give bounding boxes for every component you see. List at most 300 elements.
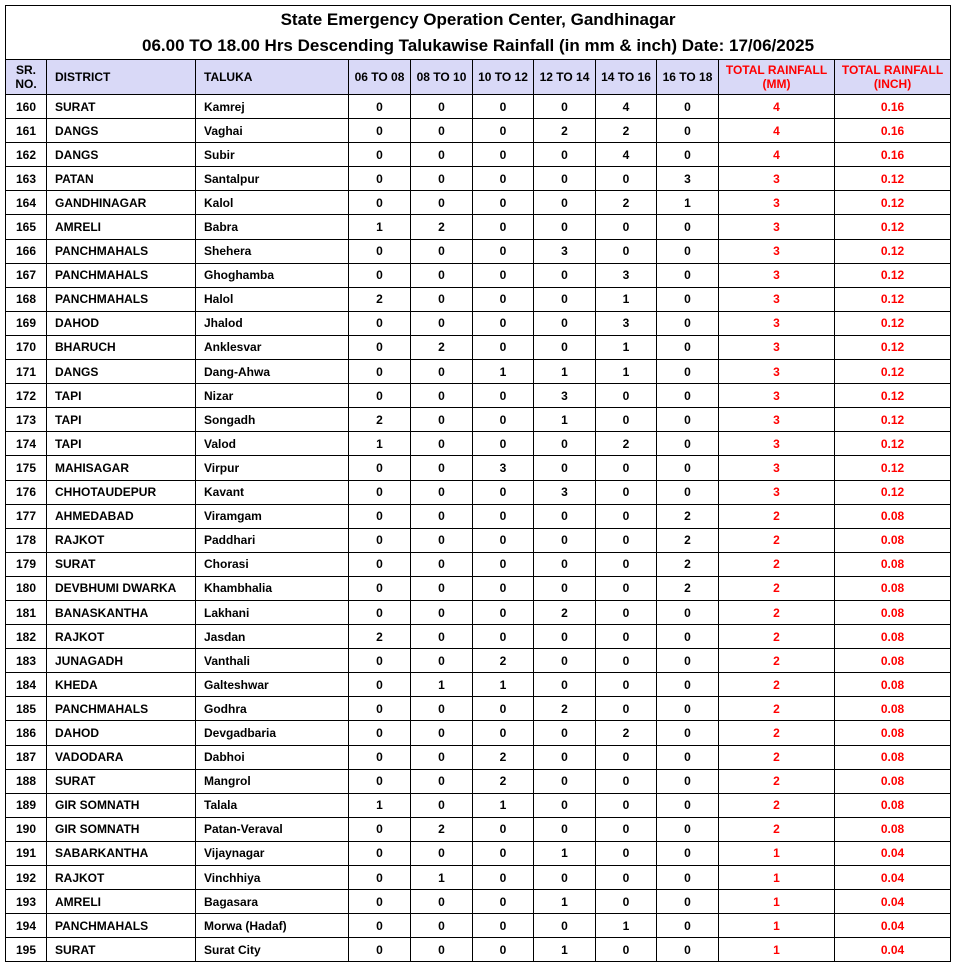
header-slot-16-18: 16 TO 18 xyxy=(657,60,719,95)
cell-total-mm: 3 xyxy=(719,239,835,263)
cell-slot-14-16: 0 xyxy=(596,938,657,962)
cell-district: DAHOD xyxy=(47,721,196,745)
cell-slot-14-16: 0 xyxy=(596,456,657,480)
cell-sr-no: 182 xyxy=(6,625,47,649)
cell-slot-16-18: 0 xyxy=(657,287,719,311)
cell-slot-14-16: 0 xyxy=(596,866,657,890)
cell-sr-no: 187 xyxy=(6,745,47,769)
cell-taluka: Valod xyxy=(196,432,349,456)
cell-district: BANASKANTHA xyxy=(47,600,196,624)
cell-slot-12-14: 0 xyxy=(534,432,596,456)
cell-slot-12-14: 0 xyxy=(534,769,596,793)
table-row xyxy=(6,335,951,359)
cell-slot-16-18: 0 xyxy=(657,95,719,119)
table-row xyxy=(6,697,951,721)
cell-district: PANCHMAHALS xyxy=(47,914,196,938)
cell-total-mm: 4 xyxy=(719,143,835,167)
cell-slot-10-12: 0 xyxy=(473,384,534,408)
cell-slot-08-10: 0 xyxy=(411,890,473,914)
cell-slot-06-08: 0 xyxy=(349,745,411,769)
cell-slot-08-10: 0 xyxy=(411,167,473,191)
cell-taluka: Lakhani xyxy=(196,600,349,624)
cell-slot-10-12: 0 xyxy=(473,239,534,263)
table-row xyxy=(6,745,951,769)
cell-slot-06-08: 0 xyxy=(349,866,411,890)
cell-sr-no: 179 xyxy=(6,552,47,576)
cell-slot-12-14: 0 xyxy=(534,263,596,287)
cell-total-inch: 0.12 xyxy=(835,311,951,335)
cell-slot-06-08: 0 xyxy=(349,360,411,384)
table-row xyxy=(6,456,951,480)
table-row xyxy=(6,504,951,528)
cell-slot-16-18: 0 xyxy=(657,143,719,167)
cell-total-mm: 2 xyxy=(719,697,835,721)
subtitle-row xyxy=(6,33,951,60)
cell-slot-06-08: 0 xyxy=(349,456,411,480)
cell-slot-16-18: 0 xyxy=(657,673,719,697)
cell-total-inch: 0.12 xyxy=(835,215,951,239)
cell-slot-14-16: 0 xyxy=(596,480,657,504)
cell-total-mm: 3 xyxy=(719,287,835,311)
cell-total-mm: 3 xyxy=(719,432,835,456)
cell-slot-16-18: 0 xyxy=(657,239,719,263)
cell-slot-10-12: 1 xyxy=(473,793,534,817)
cell-slot-10-12: 0 xyxy=(473,504,534,528)
cell-slot-08-10: 0 xyxy=(411,625,473,649)
cell-slot-12-14: 1 xyxy=(534,938,596,962)
cell-slot-10-12: 0 xyxy=(473,263,534,287)
cell-total-mm: 1 xyxy=(719,866,835,890)
table-row xyxy=(6,528,951,552)
table-row xyxy=(6,576,951,600)
table-row xyxy=(6,938,951,962)
cell-sr-no: 166 xyxy=(6,239,47,263)
cell-slot-16-18: 0 xyxy=(657,480,719,504)
table-row xyxy=(6,239,951,263)
cell-slot-06-08: 0 xyxy=(349,119,411,143)
cell-district: SURAT xyxy=(47,95,196,119)
cell-district: JUNAGADH xyxy=(47,649,196,673)
cell-sr-no: 175 xyxy=(6,456,47,480)
cell-slot-06-08: 0 xyxy=(349,311,411,335)
cell-slot-16-18: 2 xyxy=(657,576,719,600)
cell-sr-no: 184 xyxy=(6,673,47,697)
cell-slot-16-18: 0 xyxy=(657,721,719,745)
cell-slot-12-14: 0 xyxy=(534,576,596,600)
cell-total-inch: 0.16 xyxy=(835,143,951,167)
cell-slot-16-18: 0 xyxy=(657,215,719,239)
cell-slot-08-10: 0 xyxy=(411,745,473,769)
cell-slot-14-16: 0 xyxy=(596,841,657,865)
cell-sr-no: 167 xyxy=(6,263,47,287)
cell-total-mm: 2 xyxy=(719,769,835,793)
cell-total-mm: 3 xyxy=(719,456,835,480)
cell-district: GIR SOMNATH xyxy=(47,793,196,817)
cell-total-inch: 0.12 xyxy=(835,384,951,408)
table-row xyxy=(6,119,951,143)
cell-total-mm: 1 xyxy=(719,890,835,914)
cell-slot-12-14: 0 xyxy=(534,95,596,119)
cell-sr-no: 164 xyxy=(6,191,47,215)
cell-district: SURAT xyxy=(47,552,196,576)
cell-taluka: Nizar xyxy=(196,384,349,408)
cell-total-inch: 0.08 xyxy=(835,576,951,600)
cell-slot-06-08: 0 xyxy=(349,914,411,938)
cell-slot-08-10: 0 xyxy=(411,938,473,962)
table-row xyxy=(6,360,951,384)
cell-slot-16-18: 0 xyxy=(657,456,719,480)
cell-slot-16-18: 0 xyxy=(657,938,719,962)
cell-slot-14-16: 4 xyxy=(596,143,657,167)
cell-total-mm: 2 xyxy=(719,552,835,576)
cell-slot-14-16: 0 xyxy=(596,239,657,263)
cell-sr-no: 183 xyxy=(6,649,47,673)
report-title: State Emergency Operation Center, Gandhinagar xyxy=(6,6,951,34)
table-row xyxy=(6,432,951,456)
cell-taluka: Paddhari xyxy=(196,528,349,552)
cell-total-mm: 2 xyxy=(719,793,835,817)
cell-total-inch: 0.12 xyxy=(835,335,951,359)
header-slot-12-14: 12 TO 14 xyxy=(534,60,596,95)
cell-sr-no: 174 xyxy=(6,432,47,456)
cell-district: PANCHMAHALS xyxy=(47,239,196,263)
cell-slot-10-12: 0 xyxy=(473,480,534,504)
cell-slot-10-12: 0 xyxy=(473,841,534,865)
cell-slot-14-16: 1 xyxy=(596,335,657,359)
cell-slot-08-10: 0 xyxy=(411,914,473,938)
cell-slot-12-14: 0 xyxy=(534,311,596,335)
header-total-inch: TOTAL RAINFALL (INCH) xyxy=(835,60,951,95)
cell-slot-14-16: 0 xyxy=(596,504,657,528)
cell-taluka: Devgadbaria xyxy=(196,721,349,745)
header-slot-06-08: 06 TO 08 xyxy=(349,60,411,95)
cell-taluka: Mangrol xyxy=(196,769,349,793)
cell-taluka: Galteshwar xyxy=(196,673,349,697)
table-row xyxy=(6,600,951,624)
cell-slot-10-12: 0 xyxy=(473,914,534,938)
cell-taluka: Santalpur xyxy=(196,167,349,191)
cell-slot-10-12: 0 xyxy=(473,890,534,914)
cell-taluka: Virpur xyxy=(196,456,349,480)
cell-slot-06-08: 0 xyxy=(349,649,411,673)
cell-slot-06-08: 0 xyxy=(349,938,411,962)
cell-slot-12-14: 0 xyxy=(534,721,596,745)
cell-slot-16-18: 2 xyxy=(657,552,719,576)
cell-sr-no: 193 xyxy=(6,890,47,914)
cell-sr-no: 172 xyxy=(6,384,47,408)
cell-slot-06-08: 1 xyxy=(349,432,411,456)
cell-district: TAPI xyxy=(47,432,196,456)
cell-slot-10-12: 0 xyxy=(473,576,534,600)
cell-total-mm: 2 xyxy=(719,649,835,673)
cell-slot-08-10: 0 xyxy=(411,552,473,576)
table-row xyxy=(6,890,951,914)
header-district: DISTRICT xyxy=(47,60,196,95)
cell-slot-06-08: 0 xyxy=(349,95,411,119)
cell-taluka: Dabhoi xyxy=(196,745,349,769)
cell-district: PANCHMAHALS xyxy=(47,263,196,287)
cell-total-inch: 0.08 xyxy=(835,817,951,841)
cell-slot-06-08: 0 xyxy=(349,552,411,576)
cell-sr-no: 181 xyxy=(6,600,47,624)
header-total-mm: TOTAL RAINFALL (MM) xyxy=(719,60,835,95)
cell-slot-10-12: 0 xyxy=(473,191,534,215)
cell-slot-14-16: 0 xyxy=(596,817,657,841)
cell-slot-06-08: 0 xyxy=(349,143,411,167)
cell-slot-08-10: 0 xyxy=(411,721,473,745)
table-row xyxy=(6,552,951,576)
cell-slot-08-10: 0 xyxy=(411,287,473,311)
cell-slot-06-08: 0 xyxy=(349,191,411,215)
cell-district: DAHOD xyxy=(47,311,196,335)
cell-slot-12-14: 1 xyxy=(534,841,596,865)
cell-slot-16-18: 3 xyxy=(657,167,719,191)
cell-slot-08-10: 0 xyxy=(411,793,473,817)
cell-total-inch: 0.08 xyxy=(835,673,951,697)
cell-taluka: Songadh xyxy=(196,408,349,432)
cell-slot-12-14: 0 xyxy=(534,745,596,769)
cell-slot-08-10: 0 xyxy=(411,600,473,624)
cell-slot-16-18: 0 xyxy=(657,335,719,359)
cell-slot-08-10: 0 xyxy=(411,95,473,119)
table-row xyxy=(6,95,951,119)
title-row xyxy=(6,6,951,34)
cell-slot-10-12: 2 xyxy=(473,769,534,793)
cell-slot-10-12: 0 xyxy=(473,335,534,359)
cell-total-mm: 2 xyxy=(719,600,835,624)
table-row xyxy=(6,914,951,938)
cell-slot-14-16: 1 xyxy=(596,360,657,384)
cell-taluka: Vanthali xyxy=(196,649,349,673)
cell-slot-06-08: 0 xyxy=(349,817,411,841)
cell-total-inch: 0.04 xyxy=(835,890,951,914)
cell-slot-08-10: 0 xyxy=(411,649,473,673)
cell-taluka: Anklesvar xyxy=(196,335,349,359)
cell-district: PANCHMAHALS xyxy=(47,287,196,311)
cell-slot-10-12: 2 xyxy=(473,649,534,673)
table-row xyxy=(6,215,951,239)
cell-taluka: Chorasi xyxy=(196,552,349,576)
cell-slot-10-12: 0 xyxy=(473,311,534,335)
report-subtitle: 06.00 TO 18.00 Hrs Descending Talukawise Rainfall (in mm & inch) Date: 17/06/2025 xyxy=(6,33,951,60)
cell-sr-no: 168 xyxy=(6,287,47,311)
cell-slot-10-12: 0 xyxy=(473,600,534,624)
cell-slot-10-12: 0 xyxy=(473,167,534,191)
cell-taluka: Halol xyxy=(196,287,349,311)
cell-sr-no: 176 xyxy=(6,480,47,504)
cell-slot-10-12: 0 xyxy=(473,866,534,890)
cell-total-mm: 3 xyxy=(719,167,835,191)
cell-total-inch: 0.08 xyxy=(835,528,951,552)
cell-slot-14-16: 2 xyxy=(596,721,657,745)
cell-sr-no: 160 xyxy=(6,95,47,119)
cell-slot-12-14: 3 xyxy=(534,384,596,408)
cell-slot-10-12: 0 xyxy=(473,552,534,576)
cell-slot-08-10: 2 xyxy=(411,335,473,359)
cell-slot-06-08: 0 xyxy=(349,721,411,745)
cell-slot-16-18: 0 xyxy=(657,914,719,938)
cell-district: CHHOTAUDEPUR xyxy=(47,480,196,504)
cell-total-mm: 2 xyxy=(719,504,835,528)
table-row xyxy=(6,721,951,745)
cell-taluka: Patan-Veraval xyxy=(196,817,349,841)
cell-slot-16-18: 0 xyxy=(657,311,719,335)
cell-slot-08-10: 0 xyxy=(411,191,473,215)
cell-slot-14-16: 2 xyxy=(596,119,657,143)
cell-total-inch: 0.08 xyxy=(835,769,951,793)
cell-slot-08-10: 0 xyxy=(411,528,473,552)
cell-slot-16-18: 0 xyxy=(657,384,719,408)
cell-slot-10-12: 1 xyxy=(473,360,534,384)
cell-slot-10-12: 0 xyxy=(473,215,534,239)
cell-total-mm: 3 xyxy=(719,311,835,335)
cell-district: DEVBHUMI DWARKA xyxy=(47,576,196,600)
table-row xyxy=(6,866,951,890)
cell-slot-12-14: 1 xyxy=(534,360,596,384)
table-row xyxy=(6,384,951,408)
cell-total-inch: 0.12 xyxy=(835,432,951,456)
cell-slot-06-08: 2 xyxy=(349,287,411,311)
cell-slot-08-10: 0 xyxy=(411,384,473,408)
cell-slot-06-08: 0 xyxy=(349,167,411,191)
cell-district: RAJKOT xyxy=(47,528,196,552)
cell-slot-06-08: 0 xyxy=(349,600,411,624)
rainfall-table xyxy=(5,5,951,962)
cell-sr-no: 185 xyxy=(6,697,47,721)
cell-slot-12-14: 0 xyxy=(534,143,596,167)
cell-slot-16-18: 1 xyxy=(657,191,719,215)
cell-total-inch: 0.08 xyxy=(835,504,951,528)
cell-district: SURAT xyxy=(47,769,196,793)
cell-taluka: Khambhalia xyxy=(196,576,349,600)
cell-slot-06-08: 0 xyxy=(349,576,411,600)
cell-taluka: Jhalod xyxy=(196,311,349,335)
cell-sr-no: 162 xyxy=(6,143,47,167)
cell-district: AHMEDABAD xyxy=(47,504,196,528)
cell-sr-no: 163 xyxy=(6,167,47,191)
cell-slot-12-14: 3 xyxy=(534,480,596,504)
cell-district: SABARKANTHA xyxy=(47,841,196,865)
cell-slot-08-10: 0 xyxy=(411,697,473,721)
cell-slot-06-08: 2 xyxy=(349,408,411,432)
cell-slot-10-12: 0 xyxy=(473,408,534,432)
cell-slot-06-08: 1 xyxy=(349,793,411,817)
cell-total-mm: 2 xyxy=(719,721,835,745)
cell-slot-08-10: 0 xyxy=(411,263,473,287)
cell-district: DANGS xyxy=(47,143,196,167)
cell-taluka: Shehera xyxy=(196,239,349,263)
cell-slot-12-14: 0 xyxy=(534,287,596,311)
table-row xyxy=(6,287,951,311)
cell-slot-12-14: 0 xyxy=(534,191,596,215)
cell-total-inch: 0.04 xyxy=(835,841,951,865)
table-row xyxy=(6,817,951,841)
cell-slot-14-16: 0 xyxy=(596,215,657,239)
cell-sr-no: 190 xyxy=(6,817,47,841)
cell-sr-no: 178 xyxy=(6,528,47,552)
cell-total-inch: 0.04 xyxy=(835,914,951,938)
cell-slot-14-16: 0 xyxy=(596,167,657,191)
cell-slot-14-16: 0 xyxy=(596,384,657,408)
cell-taluka: Surat City xyxy=(196,938,349,962)
cell-slot-12-14: 0 xyxy=(534,914,596,938)
cell-total-inch: 0.08 xyxy=(835,649,951,673)
cell-slot-10-12: 0 xyxy=(473,721,534,745)
cell-total-inch: 0.08 xyxy=(835,721,951,745)
cell-total-inch: 0.08 xyxy=(835,625,951,649)
cell-slot-08-10: 0 xyxy=(411,360,473,384)
cell-slot-12-14: 0 xyxy=(534,528,596,552)
cell-slot-12-14: 0 xyxy=(534,552,596,576)
cell-slot-10-12: 0 xyxy=(473,528,534,552)
cell-sr-no: 173 xyxy=(6,408,47,432)
cell-district: GANDHINAGAR xyxy=(47,191,196,215)
cell-district: DANGS xyxy=(47,119,196,143)
cell-sr-no: 192 xyxy=(6,866,47,890)
cell-slot-14-16: 3 xyxy=(596,263,657,287)
cell-slot-16-18: 0 xyxy=(657,866,719,890)
cell-district: PANCHMAHALS xyxy=(47,697,196,721)
cell-taluka: Godhra xyxy=(196,697,349,721)
cell-slot-12-14: 0 xyxy=(534,167,596,191)
cell-district: AMRELI xyxy=(47,890,196,914)
table-row xyxy=(6,673,951,697)
cell-taluka: Morwa (Hadaf) xyxy=(196,914,349,938)
cell-slot-14-16: 2 xyxy=(596,191,657,215)
cell-slot-12-14: 3 xyxy=(534,239,596,263)
cell-slot-14-16: 0 xyxy=(596,408,657,432)
cell-total-inch: 0.12 xyxy=(835,287,951,311)
header-slot-08-10: 08 TO 10 xyxy=(411,60,473,95)
cell-total-inch: 0.08 xyxy=(835,745,951,769)
cell-slot-10-12: 0 xyxy=(473,432,534,456)
cell-slot-12-14: 2 xyxy=(534,119,596,143)
cell-taluka: Jasdan xyxy=(196,625,349,649)
cell-slot-14-16: 0 xyxy=(596,793,657,817)
cell-slot-16-18: 0 xyxy=(657,817,719,841)
cell-slot-14-16: 0 xyxy=(596,745,657,769)
cell-slot-12-14: 0 xyxy=(534,673,596,697)
cell-taluka: Talala xyxy=(196,793,349,817)
cell-district: RAJKOT xyxy=(47,866,196,890)
cell-slot-12-14: 2 xyxy=(534,697,596,721)
cell-slot-06-08: 0 xyxy=(349,239,411,263)
cell-slot-14-16: 1 xyxy=(596,914,657,938)
cell-total-inch: 0.16 xyxy=(835,95,951,119)
cell-slot-08-10: 0 xyxy=(411,480,473,504)
cell-total-mm: 1 xyxy=(719,841,835,865)
cell-slot-16-18: 0 xyxy=(657,408,719,432)
cell-slot-06-08: 0 xyxy=(349,335,411,359)
cell-slot-12-14: 1 xyxy=(534,408,596,432)
cell-slot-08-10: 0 xyxy=(411,769,473,793)
cell-district: DANGS xyxy=(47,360,196,384)
table-row xyxy=(6,841,951,865)
cell-slot-12-14: 1 xyxy=(534,890,596,914)
cell-slot-16-18: 2 xyxy=(657,528,719,552)
cell-total-inch: 0.12 xyxy=(835,408,951,432)
table-row xyxy=(6,793,951,817)
cell-slot-14-16: 3 xyxy=(596,311,657,335)
cell-taluka: Dang-Ahwa xyxy=(196,360,349,384)
cell-slot-16-18: 0 xyxy=(657,890,719,914)
header-sr-no: SR. NO. xyxy=(6,60,47,95)
cell-district: SURAT xyxy=(47,938,196,962)
cell-total-inch: 0.08 xyxy=(835,552,951,576)
cell-taluka: Vijaynagar xyxy=(196,841,349,865)
cell-slot-06-08: 0 xyxy=(349,673,411,697)
cell-district: GIR SOMNATH xyxy=(47,817,196,841)
